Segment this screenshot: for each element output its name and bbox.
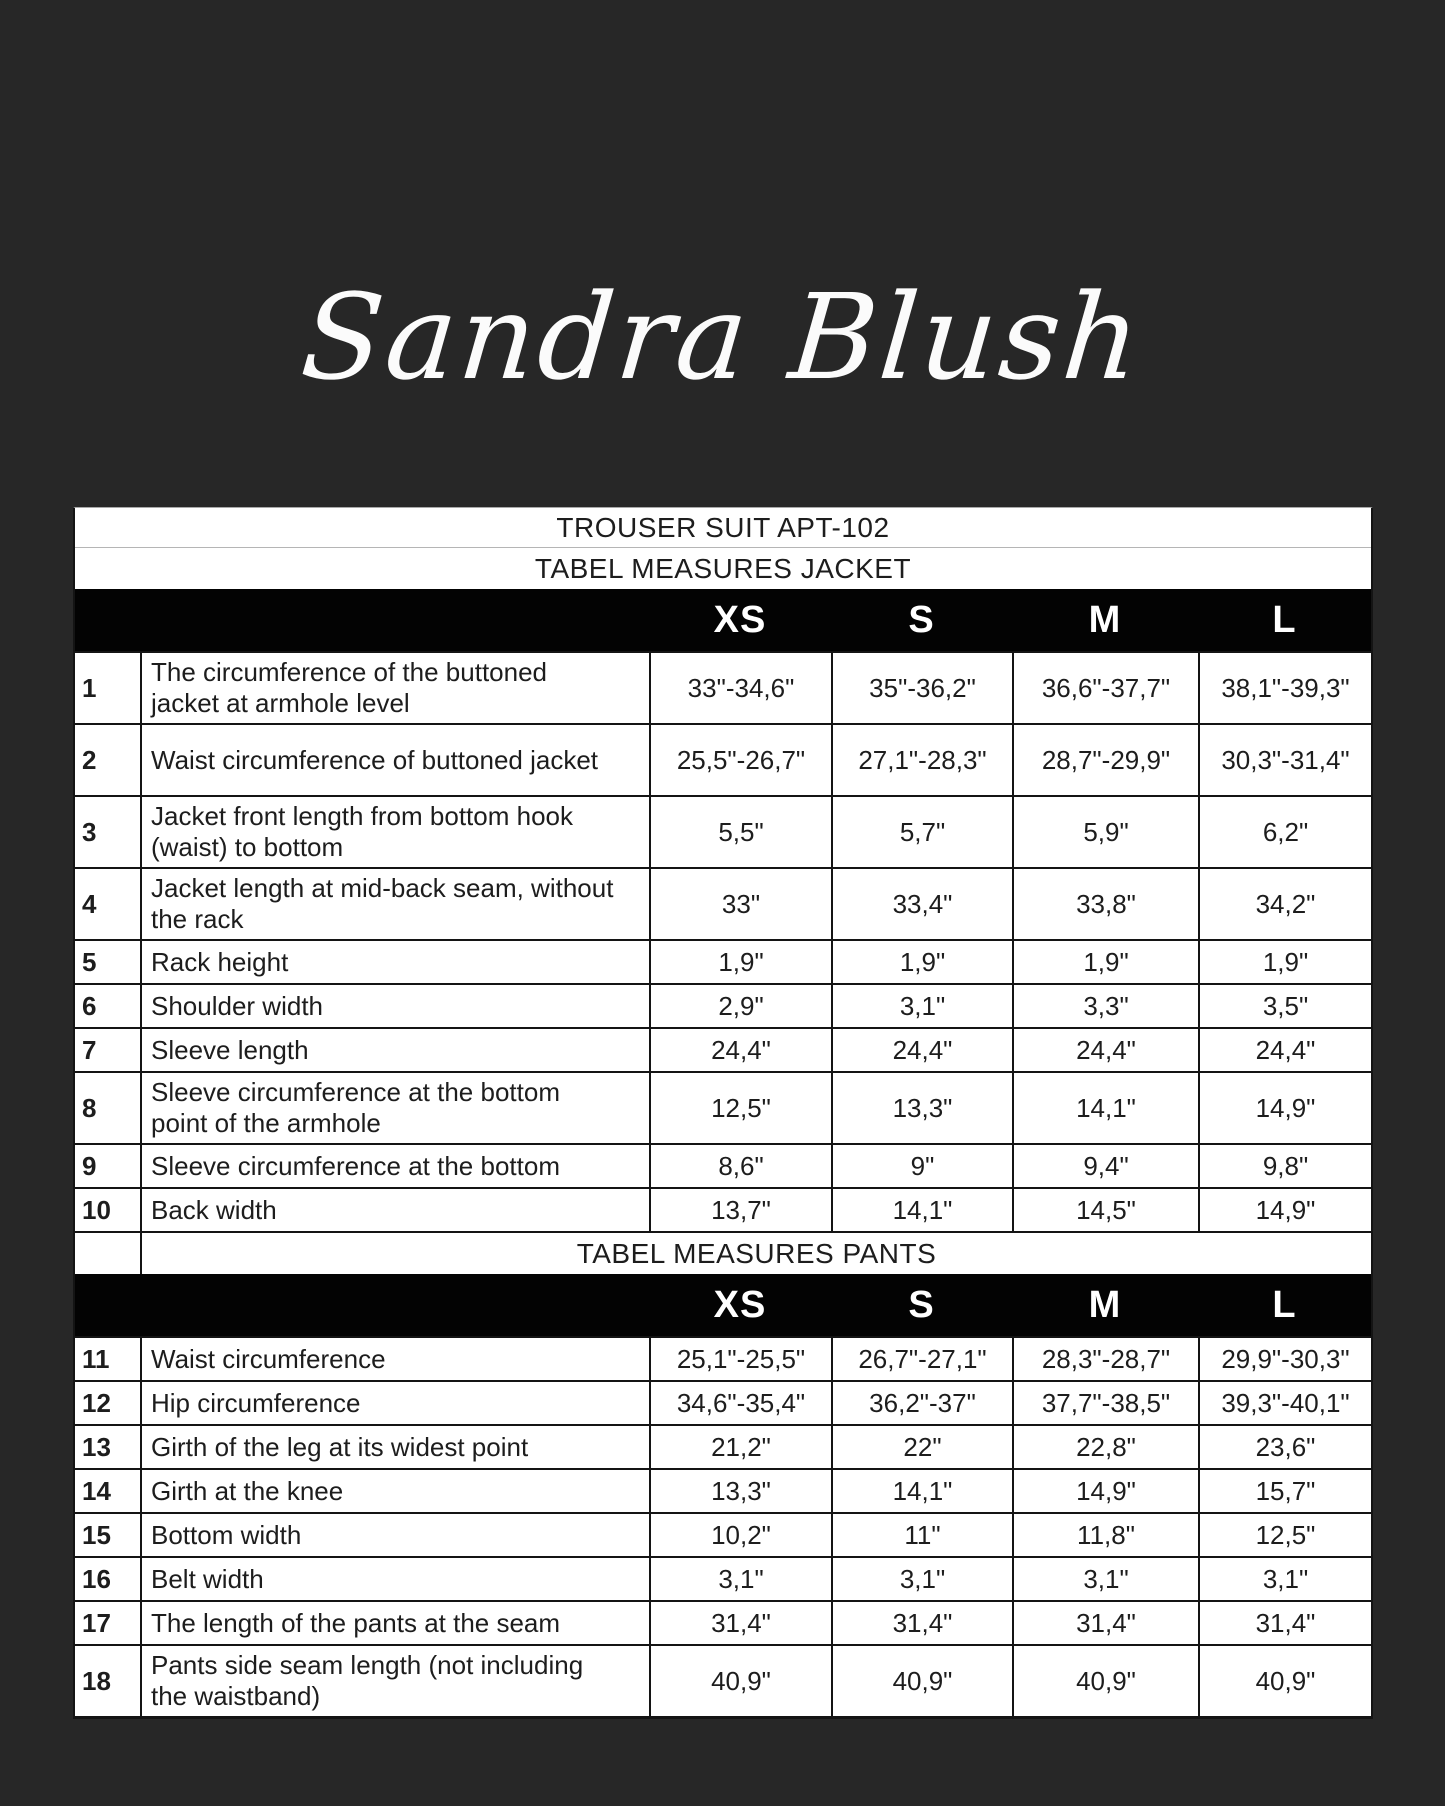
measurement-value-text: 40,9" — [711, 1665, 771, 1696]
row-number — [75, 1029, 140, 1071]
jacket-row-8 — [75, 1071, 1371, 1143]
measurement-value-text: 24,4" — [711, 1034, 771, 1065]
measurement-value-text: 28,3"-28,7" — [1041, 1343, 1171, 1374]
measurement-value-text: 3,3" — [1083, 990, 1129, 1021]
measurement-value — [1198, 797, 1371, 867]
size-header-label-text: M — [1088, 598, 1122, 641]
size-header-label — [1198, 1274, 1371, 1336]
size-header-label-text: S — [908, 598, 935, 641]
pants-row-13 — [75, 1424, 1371, 1468]
measurement-value — [1012, 1189, 1198, 1231]
jacket-row-1 — [75, 651, 1371, 723]
measurement-label-text: The circumference of the buttoned jacket at armhole level — [151, 657, 548, 718]
row-number-text: 4 — [82, 888, 97, 919]
measurement-value — [649, 1029, 831, 1071]
measurement-value-text: 37,7"-38,5" — [1041, 1387, 1171, 1418]
measurement-value — [1012, 941, 1198, 983]
measurement-value-text: 11" — [904, 1519, 941, 1550]
measurement-label-text: Jacket length at mid-back seam, without the rack — [151, 873, 614, 934]
row-number — [75, 1514, 140, 1556]
measurement-label — [140, 653, 649, 723]
measurement-value — [1012, 1514, 1198, 1556]
measurement-value-text: 33,8" — [1076, 888, 1136, 919]
measurement-value — [1012, 869, 1198, 939]
measurement-value-text: 40,9" — [1076, 1665, 1136, 1696]
measurement-value-text: 3,1" — [1262, 1563, 1309, 1594]
measurement-label — [140, 725, 649, 795]
measurement-value-text: 1,9" — [1262, 946, 1309, 977]
measurement-value-text: 1,9" — [1083, 946, 1129, 977]
measurement-label — [140, 1382, 649, 1424]
measurement-value-text: 15,7" — [1255, 1475, 1316, 1506]
measurement-label-text: Belt width — [151, 1563, 264, 1594]
measurement-value-text: 36,2"-37" — [869, 1387, 976, 1418]
pants-row-11 — [75, 1336, 1371, 1380]
row-number-text: 17 — [82, 1607, 111, 1638]
measurement-value-text: 33,4" — [892, 888, 953, 919]
pants-section-title-row — [75, 1231, 1371, 1274]
measurement-label — [140, 1646, 649, 1716]
measurement-value-text: 35"-36,2" — [869, 672, 976, 703]
measurement-value — [831, 1646, 1012, 1716]
measurement-value-text: 14,1" — [892, 1475, 953, 1506]
measurement-value — [1198, 1338, 1371, 1380]
jacket-section-title-row — [75, 548, 1371, 589]
measurement-value — [649, 797, 831, 867]
measurement-value-text: 22,8" — [1076, 1431, 1136, 1462]
pants-title-spacer-cell — [75, 1233, 140, 1274]
measurement-value-text: 33" — [721, 888, 761, 919]
measurement-value — [1198, 985, 1371, 1027]
measurement-value-text: 5,5" — [718, 816, 764, 847]
measurement-value-text: 26,7"-27,1" — [858, 1343, 987, 1374]
measurement-value — [831, 1558, 1012, 1600]
jacket-row-2 — [75, 723, 1371, 795]
measurement-value — [1198, 869, 1371, 939]
row-number-text: 16 — [82, 1563, 111, 1594]
measurement-value-text: 24,4" — [1255, 1034, 1316, 1065]
measurement-value-text: 25,1"-25,5" — [676, 1343, 806, 1374]
pants-row-16 — [75, 1556, 1371, 1600]
size-header-label-text: XS — [713, 1283, 767, 1326]
measurement-label-text: The length of the pants at the seam — [151, 1607, 561, 1638]
measurement-value-text: 39,3"-40,1" — [1221, 1387, 1350, 1418]
measurement-value — [831, 797, 1012, 867]
size-header-label — [1012, 589, 1198, 651]
measurement-label — [140, 797, 649, 867]
size-header-label — [1012, 1274, 1198, 1336]
row-number-text: 10 — [82, 1194, 111, 1225]
measurement-value-text: 6,2" — [1262, 816, 1309, 847]
measurement-value-text: 12,5" — [711, 1092, 771, 1123]
table-title: TROUSER SUIT APT-102 — [556, 511, 890, 543]
measurement-value — [649, 1145, 831, 1187]
row-number — [75, 1558, 140, 1600]
measurement-label — [140, 1189, 649, 1231]
row-number-text: 3 — [82, 816, 97, 847]
measurement-value — [649, 985, 831, 1027]
measurement-value-text: 14,1" — [1076, 1092, 1136, 1123]
measurement-label — [140, 1602, 649, 1644]
measurement-value — [831, 1426, 1012, 1468]
measurement-value-text: 13,3" — [711, 1475, 771, 1506]
pants-row-12 — [75, 1380, 1371, 1424]
measurement-value-text: 9" — [910, 1150, 935, 1181]
measurement-value-text: 1,9" — [718, 946, 764, 977]
measurement-label — [140, 869, 649, 939]
jacket-row-7 — [75, 1027, 1371, 1071]
jacket-row-3 — [75, 795, 1371, 867]
row-number — [75, 1602, 140, 1644]
measurement-value — [649, 1646, 831, 1716]
measurement-value-text: 5,7" — [899, 816, 946, 847]
measurement-value — [831, 869, 1012, 939]
header-spacer — [75, 589, 140, 651]
measurement-value — [1198, 1558, 1371, 1600]
measurement-value-text: 31,4" — [1076, 1607, 1136, 1638]
row-number-text: 5 — [82, 946, 97, 977]
measurement-label — [140, 1145, 649, 1187]
measurement-label — [140, 1338, 649, 1380]
measurement-value — [831, 1029, 1012, 1071]
measurement-value-text: 40,9" — [1255, 1665, 1316, 1696]
measurement-value — [1012, 1145, 1198, 1187]
measurement-value-text: 9,4" — [1083, 1150, 1129, 1181]
measurement-value — [1198, 1029, 1371, 1071]
size-header-label — [1198, 589, 1371, 651]
measurement-value — [649, 869, 831, 939]
header-spacer — [140, 589, 649, 651]
measurement-value-text: 30,3"-31,4" — [1221, 744, 1350, 775]
row-number — [75, 1338, 140, 1380]
measurement-label-text: Shoulder width — [151, 990, 323, 1021]
measurement-value — [831, 725, 1012, 795]
measurement-label — [140, 1029, 649, 1071]
measurement-value — [1012, 1602, 1198, 1644]
row-number-text: 12 — [82, 1387, 111, 1418]
measurement-label-text: Waist circumference — [151, 1343, 386, 1374]
row-number-text: 14 — [82, 1475, 111, 1506]
measurement-value-text: 1,9" — [899, 946, 946, 977]
measurement-value-text: 3,1" — [718, 1563, 764, 1594]
measurement-value-text: 34,6"-35,4" — [676, 1387, 806, 1418]
size-header-label-text: M — [1088, 1283, 1122, 1326]
measurement-value — [1198, 1470, 1371, 1512]
header-spacer — [75, 1274, 140, 1336]
jacket-row-5 — [75, 939, 1371, 983]
table-title-row — [75, 508, 1371, 548]
measurement-value — [649, 1558, 831, 1600]
measurement-value-text: 27,1"-28,3" — [858, 744, 987, 775]
measurement-value-text: 21,2" — [711, 1431, 771, 1462]
measurement-label-text: Hip circumference — [151, 1387, 361, 1418]
measurement-label — [140, 1514, 649, 1556]
measurement-value — [831, 1073, 1012, 1143]
size-header-label — [649, 1274, 831, 1336]
measurement-value — [1012, 797, 1198, 867]
jacket-section-title: TABEL MEASURES JACKET — [534, 552, 912, 584]
header-spacer — [140, 1274, 649, 1336]
measurement-label-text: Pants side seam length (not including the waistband) — [151, 1650, 584, 1711]
measurement-value — [831, 941, 1012, 983]
measurement-value-text: 34,2" — [1255, 888, 1316, 919]
measurement-value-text: 31,4" — [1255, 1607, 1316, 1638]
row-number — [75, 1073, 140, 1143]
measurement-value-text: 24,4" — [892, 1034, 953, 1065]
measurement-label-text: Sleeve circumference at the bottom point of the armhole — [151, 1077, 560, 1138]
measurement-value-text: 13,7" — [711, 1194, 771, 1225]
measurement-value-text: 13,3" — [892, 1092, 953, 1123]
measurement-label-text: Waist circumference of buttoned jacket — [151, 744, 599, 775]
measurement-label — [140, 1426, 649, 1468]
measurement-value-text: 22" — [903, 1431, 942, 1462]
measurement-value-text: 5,9" — [1083, 816, 1129, 847]
measurement-value — [1198, 653, 1371, 723]
size-header-label — [831, 589, 1012, 651]
measurement-value — [1198, 725, 1371, 795]
size-header-label — [831, 1274, 1012, 1336]
measurement-value — [831, 1338, 1012, 1380]
measurement-label-text: Bottom width — [151, 1519, 302, 1550]
measurement-value-text: 31,4" — [892, 1607, 953, 1638]
size-header-label-text: XS — [713, 598, 767, 641]
measurement-label — [140, 985, 649, 1027]
measurement-value-text: 3,1" — [899, 990, 946, 1021]
size-header-label — [649, 589, 831, 651]
measurement-value-text: 10,2" — [711, 1519, 771, 1550]
jacket-row-10 — [75, 1187, 1371, 1231]
row-number — [75, 1382, 140, 1424]
measurement-label — [140, 1073, 649, 1143]
jacket-measurements-section — [75, 651, 1371, 1231]
measurement-value — [1012, 1558, 1198, 1600]
measurement-value-text: 3,1" — [899, 1563, 946, 1594]
measurement-value-text: 14,9" — [1255, 1194, 1316, 1225]
measurement-value — [831, 1470, 1012, 1512]
measurement-value-text: 28,7"-29,9" — [1041, 744, 1171, 775]
row-number-text: 1 — [82, 672, 97, 703]
measurement-value — [649, 1189, 831, 1231]
row-number — [75, 1426, 140, 1468]
measurement-value — [649, 1382, 831, 1424]
measurement-value — [1012, 1382, 1198, 1424]
row-number-text: 7 — [82, 1034, 97, 1065]
measurement-value — [1198, 1602, 1371, 1644]
pants-row-15 — [75, 1512, 1371, 1556]
measurement-label-text: Girth at the knee — [151, 1475, 344, 1506]
row-number — [75, 1470, 140, 1512]
measurement-value — [649, 1073, 831, 1143]
size-chart-table — [73, 507, 1373, 1719]
measurement-value-text: 25,5"-26,7" — [676, 744, 806, 775]
measurement-value — [1012, 1646, 1198, 1716]
pants-size-header-row — [75, 1274, 1371, 1336]
measurement-value — [1198, 1646, 1371, 1716]
measurement-value-text: 14,9" — [1076, 1475, 1136, 1506]
measurement-value-text: 8,6" — [718, 1150, 764, 1181]
row-number — [75, 725, 140, 795]
measurement-label-text: Jacket front length from bottom hook (waist) to bottom — [151, 801, 573, 862]
measurement-value — [831, 1602, 1012, 1644]
size-header-label-text: S — [908, 1283, 935, 1326]
measurement-value — [831, 985, 1012, 1027]
measurement-value-text: 29,9"-30,3" — [1221, 1343, 1350, 1374]
jacket-row-9 — [75, 1143, 1371, 1187]
measurement-value — [831, 1189, 1012, 1231]
measurement-label-text: Rack height — [151, 946, 289, 977]
row-number — [75, 869, 140, 939]
measurement-value — [1012, 1426, 1198, 1468]
size-header-label-text: L — [1272, 598, 1297, 641]
pants-row-17 — [75, 1600, 1371, 1644]
measurement-value-text: 11,8" — [1077, 1519, 1135, 1550]
pants-section-title: TABEL MEASURES PANTS — [140, 1233, 1371, 1274]
measurement-value-text: 3,5" — [1262, 990, 1309, 1021]
measurement-label-text: Sleeve circumference at the bottom — [151, 1150, 560, 1181]
row-number-text: 18 — [82, 1665, 111, 1696]
row-number-text: 9 — [82, 1150, 97, 1181]
row-number-text: 13 — [82, 1431, 111, 1462]
measurement-value — [649, 941, 831, 983]
measurement-value-text: 31,4" — [711, 1607, 771, 1638]
measurement-value — [1198, 1514, 1371, 1556]
measurement-label-text: Back width — [151, 1194, 277, 1225]
measurement-value — [831, 1514, 1012, 1556]
measurement-value — [831, 653, 1012, 723]
measurement-value — [831, 1145, 1012, 1187]
jacket-row-4 — [75, 867, 1371, 939]
measurement-label — [140, 1470, 649, 1512]
row-number — [75, 1646, 140, 1716]
measurement-label — [140, 941, 649, 983]
brand-logo: Sandra Blush — [296, 268, 1149, 406]
measurement-value — [1012, 985, 1198, 1027]
measurement-value — [649, 1514, 831, 1556]
row-number — [75, 653, 140, 723]
pants-row-14 — [75, 1468, 1371, 1512]
jacket-row-6 — [75, 983, 1371, 1027]
measurement-value-text: 2,9" — [718, 990, 764, 1021]
pants-measurements-section — [75, 1336, 1371, 1716]
measurement-value — [649, 653, 831, 723]
measurement-value-text: 14,9" — [1255, 1092, 1316, 1123]
measurement-value — [1198, 1073, 1371, 1143]
measurement-value-text: 14,5" — [1076, 1194, 1136, 1225]
measurement-label-text: Girth of the leg at its widest point — [151, 1431, 529, 1462]
measurement-value-text: 23,6" — [1255, 1431, 1316, 1462]
measurement-value-text: 33"-34,6" — [687, 672, 795, 703]
row-number — [75, 1145, 140, 1187]
measurement-value — [1012, 1029, 1198, 1071]
measurement-value — [1198, 1189, 1371, 1231]
measurement-value — [649, 1426, 831, 1468]
measurement-value — [1012, 653, 1198, 723]
measurement-label — [140, 1558, 649, 1600]
measurement-value — [1012, 1470, 1198, 1512]
measurement-value-text: 40,9" — [892, 1665, 953, 1696]
measurement-value — [1198, 941, 1371, 983]
row-number — [75, 941, 140, 983]
measurement-value-text: 24,4" — [1076, 1034, 1136, 1065]
measurement-value — [831, 1382, 1012, 1424]
measurement-value-text: 36,6"-37,7" — [1041, 672, 1171, 703]
row-number-text: 15 — [82, 1519, 111, 1550]
row-number-text: 2 — [82, 744, 97, 775]
size-header-label-text: L — [1272, 1283, 1297, 1326]
row-number-text: 11 — [82, 1343, 110, 1374]
measurement-value — [1012, 1338, 1198, 1380]
pants-row-18 — [75, 1644, 1371, 1716]
measurement-value — [1198, 1426, 1371, 1468]
measurement-value — [649, 1470, 831, 1512]
measurement-value-text: 3,1" — [1083, 1563, 1129, 1594]
measurement-label-text: Sleeve length — [151, 1034, 309, 1065]
row-number-text: 8 — [82, 1092, 97, 1123]
measurement-value — [1012, 725, 1198, 795]
measurement-value — [649, 1338, 831, 1380]
measurement-value — [1012, 1073, 1198, 1143]
measurement-value-text: 14,1" — [892, 1194, 953, 1225]
measurement-value — [1198, 1382, 1371, 1424]
row-number — [75, 985, 140, 1027]
jacket-size-header-row — [75, 589, 1371, 651]
measurement-value — [1198, 1145, 1371, 1187]
row-number-text: 6 — [82, 990, 97, 1021]
measurement-value — [649, 1602, 831, 1644]
measurement-value-text: 9,8" — [1262, 1150, 1309, 1181]
measurement-value-text: 12,5" — [1255, 1519, 1316, 1550]
row-number — [75, 797, 140, 867]
measurement-value — [649, 725, 831, 795]
measurement-value-text: 38,1"-39,3" — [1221, 672, 1350, 703]
row-number — [75, 1189, 140, 1231]
